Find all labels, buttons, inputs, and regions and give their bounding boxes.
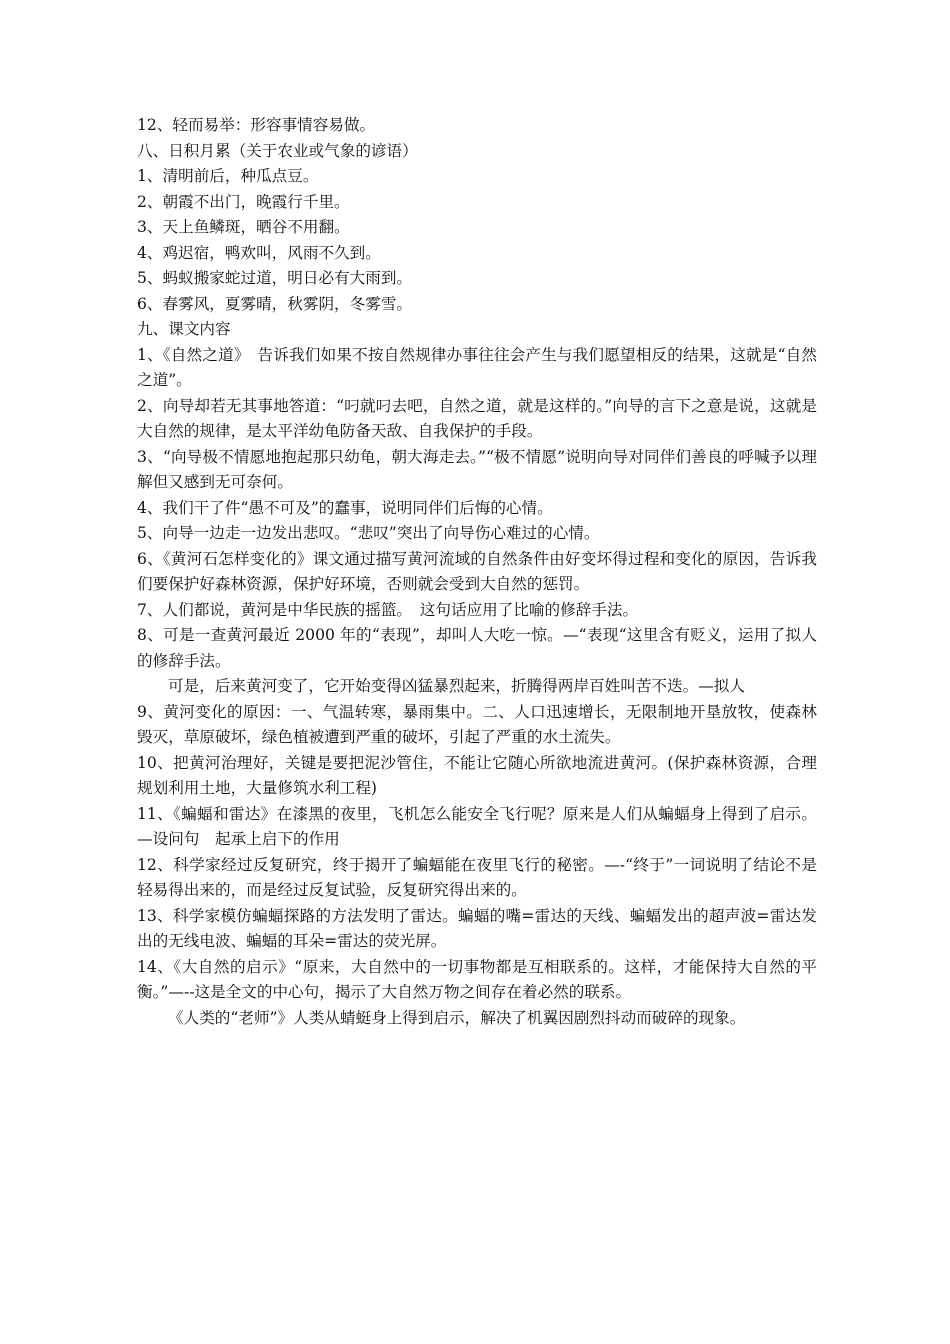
proverb-3: 3、天上鱼鳞斑，晒谷不用翻。 <box>137 218 350 236</box>
lesson-item-4: 4、我们干了件“愚不可及”的蠢事，说明同伴们后悔的心情。 <box>137 498 553 517</box>
lesson-item-11: 11、《蝙蝠和雷达》在漆黑的夜里，飞机怎么能安全飞行呢？原来是人们从蝙蝠身上得到了启示。—设问句 起承上启下的作用 <box>137 804 817 848</box>
lesson-item-14-continuation: 《人类的“老师”》人类从蜻蜓身上得到启示，解决了机翼因剧烈抖动而破碎的现象。 <box>168 1008 746 1027</box>
lesson-item-13: 13、科学家模仿蝙蝠探路的方法发明了雷达。蝙蝠的嘴=雷达的天线、蝙蝠发出的超声波=雷达发出的无线电波、蝙蝠的耳朵=雷达的荧光屏。 <box>137 906 817 950</box>
proverb-1: 1、清明前后，种瓜点豆。 <box>137 167 319 185</box>
text-line-1: 12、轻而易举：形容事情容易做。 <box>137 116 376 134</box>
lesson-item-3: 3、“向导极不情愿地抱起那只幼龟，朝大海走去。”“极不情愿”说明向导对同伴们善良的呼喊予以理解但又感到无可奈何。 <box>137 447 817 491</box>
lesson-item-12: 12、科学家经过反复研究，终于揭开了蝙蝠能在夜里飞行的秘密。—-“终于”一词说明了结论不是轻易得出来的，而是经过反复试验，反复研究得出来的。 <box>137 855 817 899</box>
section-heading-9: 九、课文内容 <box>137 320 231 338</box>
lesson-item-2: 2、向导却若无其事地答道：“叼就叼去吧，自然之道，就是这样的。”向导的言下之意是说，这就是大自然的规律，是太平洋幼龟防备天敌、自我保护的手段。 <box>137 396 817 440</box>
proverb-4: 4、鸡迟宿，鸭欢叫，风雨不久到。 <box>137 243 381 262</box>
lesson-item-5: 5、向导一边走一边发出悲叹。“悲叹”突出了向导伤心难过的心情。 <box>137 524 600 542</box>
proverb-5: 5、蚂蚁搬家蛇过道，明日必有大雨到。 <box>137 269 413 287</box>
lesson-item-9: 9、黄河变化的原因：一、气温转寒，暴雨集中。二、人口迅速增长，无限制地开垦放牧，使森林毁灭，草原破坏，绿色植被遭到严重的破坏，引起了严重的水土流失。 <box>137 702 817 746</box>
lesson-item-6: 6、《黄河石怎样变化的》课文通过描写黄河流域的自然条件由好变坏得过程和变化的原因，告诉我们要保护好森林资源，保护好环境，否则就会受到大自然的惩罚。 <box>137 549 817 593</box>
lesson-item-8: 8、可是一查黄河最近 2000 年的“表现”，却叫人大吃一惊。—“表现“这里含有贬义，运用了拟人的修辞手法。 <box>137 626 817 670</box>
lesson-item-10: 10、把黄河治理好，关键是要把泥沙管住，不能让它随心所欲地流进黄河。(保护森林资源，合理规划利用土地，大量修筑水利工程) <box>137 753 817 797</box>
lesson-item-7: 7、人们都说，黄河是中华民族的摇篮。 这句话应用了比喻的修辞手法。 <box>137 600 639 619</box>
lesson-item-1: 1、《自然之道》 告诉我们如果不按自然规律办事往往会产生与我们愿望相反的结果，这就是“自然之道”。 <box>137 345 817 389</box>
section-heading-8: 八、日积月累（关于农业或气象的谚语） <box>137 141 418 160</box>
lesson-item-14: 14、《大自然的启示》“原来，大自然中的一切事物都是互相联系的。这样，才能保持大自然的平衡。”—--这是全文的中心句，揭示了大自然万物之间存在着必然的联系。 <box>137 957 817 1001</box>
proverb-6: 6、春雾风，夏雾晴，秋雾阴，冬雾雪。 <box>137 294 413 313</box>
document-page <box>137 113 817 1031</box>
proverb-2: 2、朝霞不出门，晚霞行千里。 <box>137 192 350 211</box>
lesson-item-8-continuation: 可是，后来黄河变了，它开始变得凶猛暴烈起来，折腾得两岸百姓叫苦不迭。—拟人 <box>168 677 745 695</box>
